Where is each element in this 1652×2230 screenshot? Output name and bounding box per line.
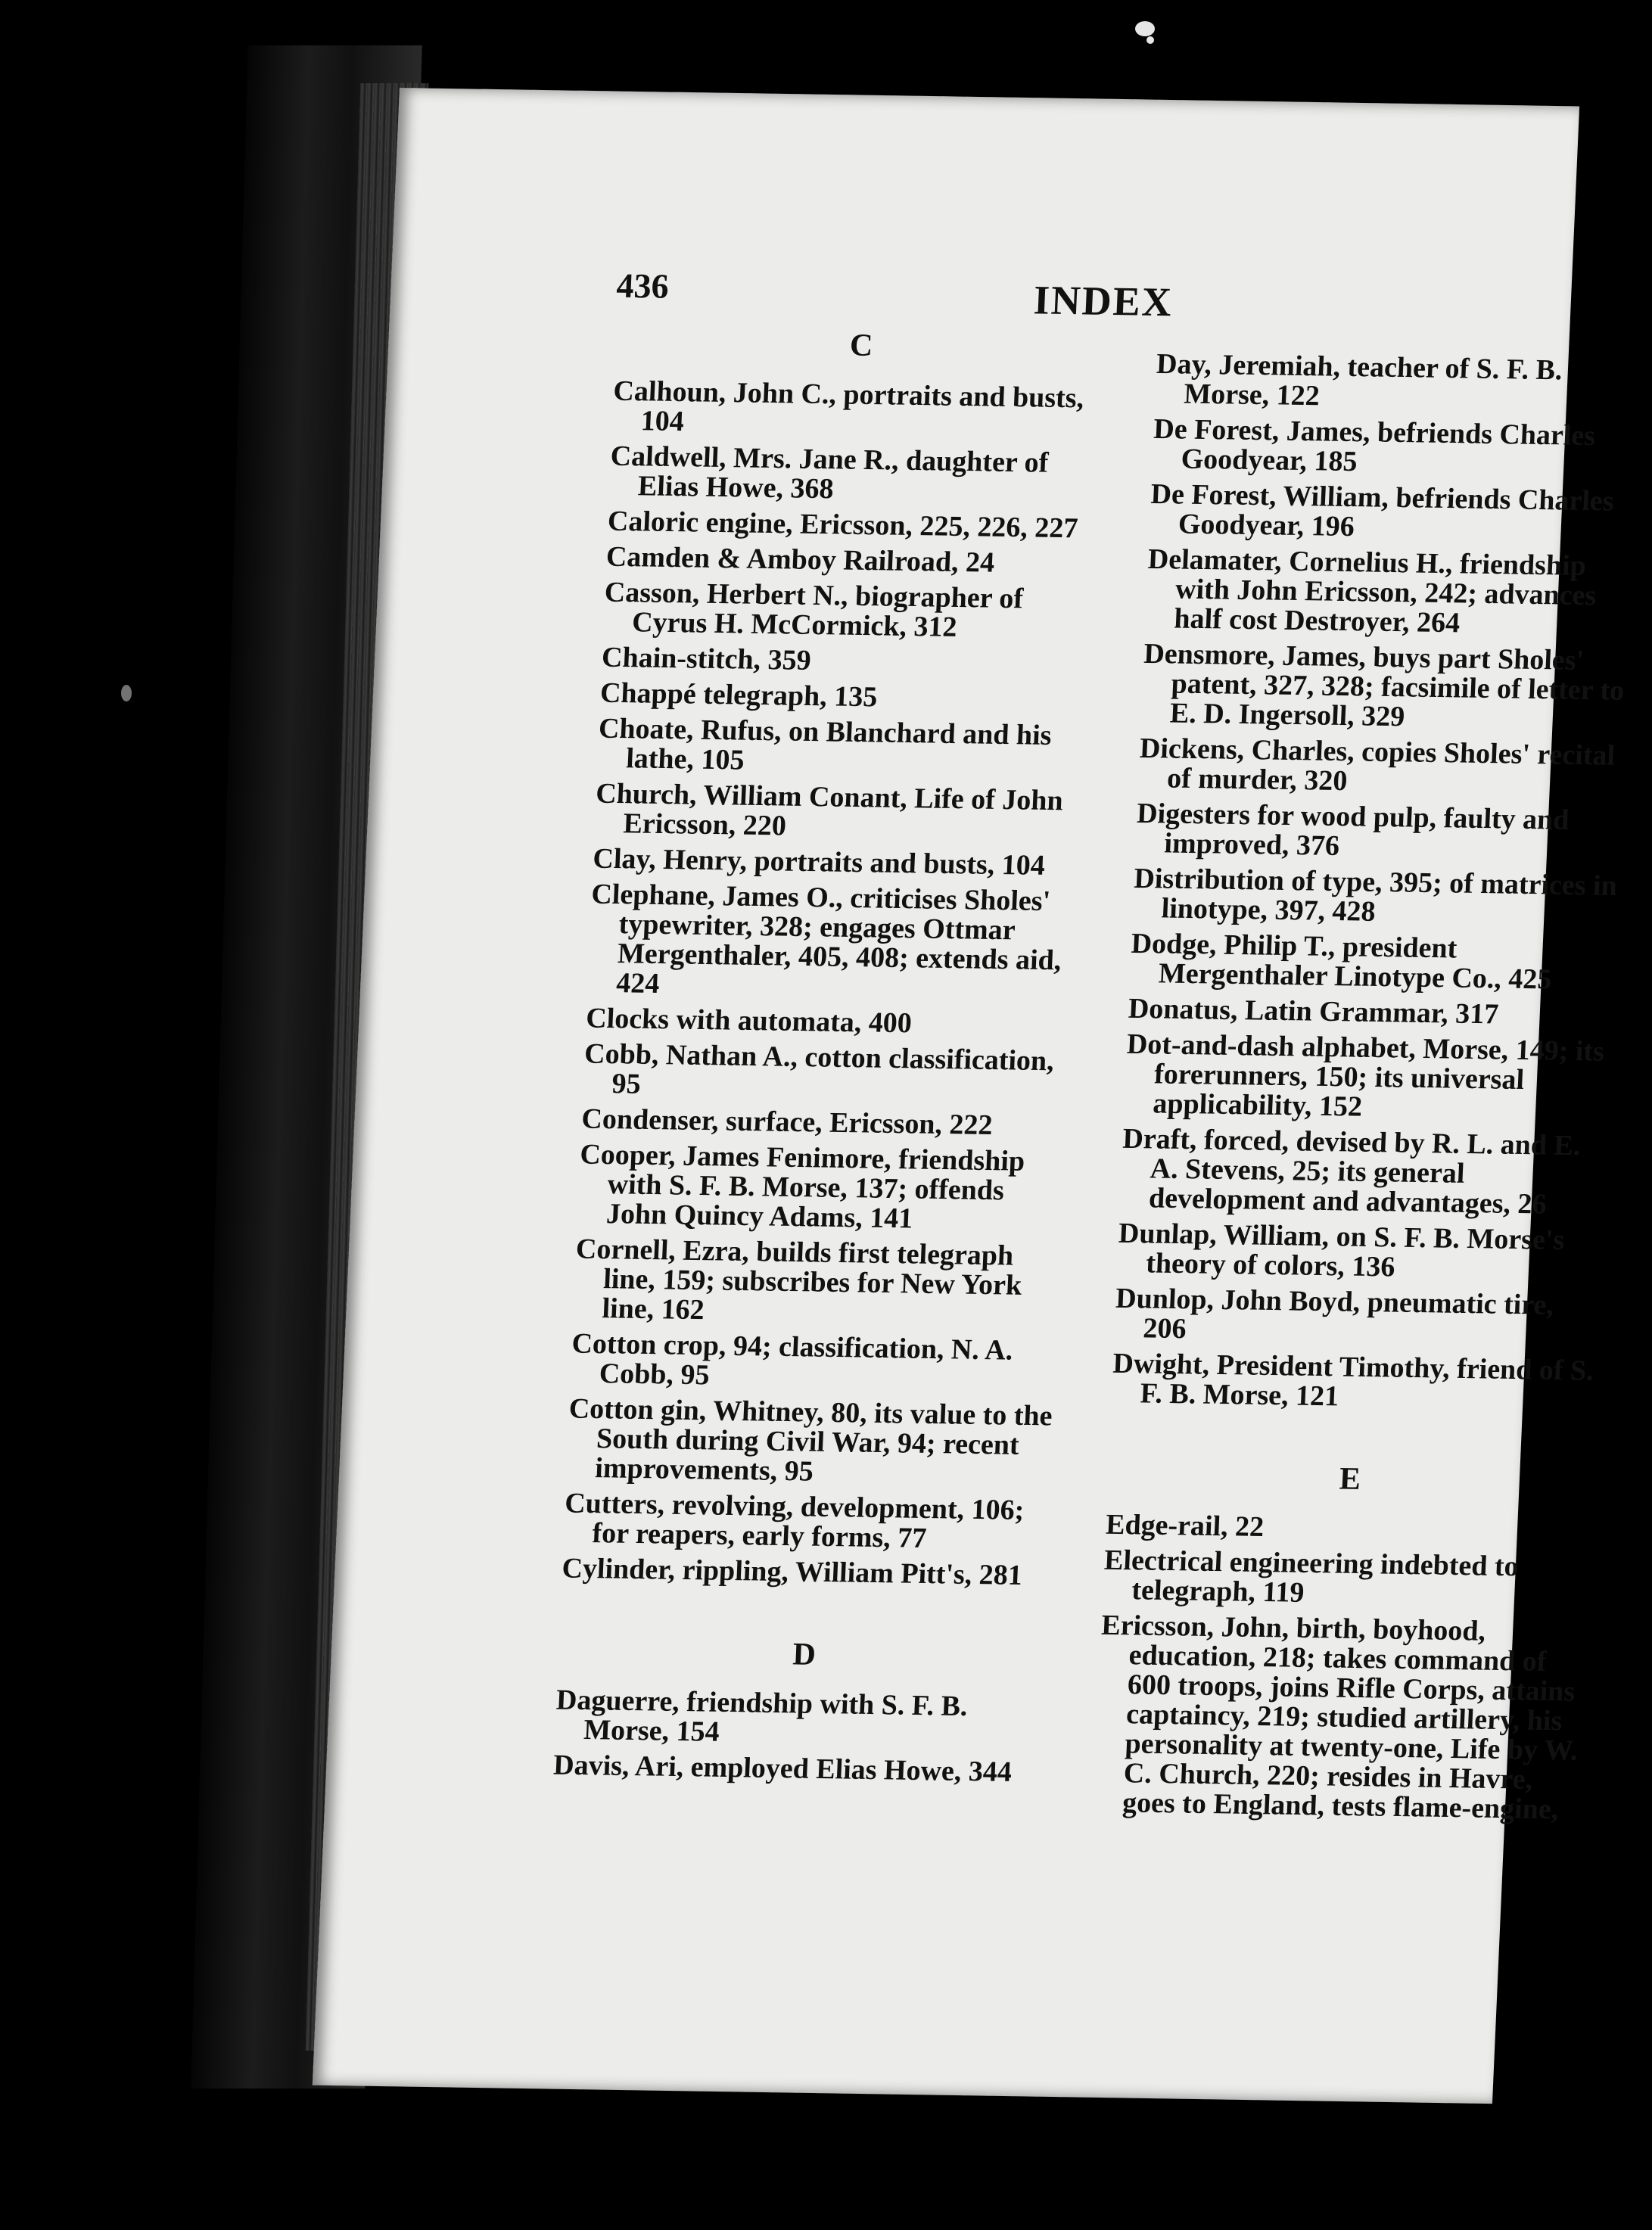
index-column-right <box>1093 347 1641 1831</box>
index-entry: Cotton crop, 94; classification, N. A. Cobb, 95 <box>571 1327 1014 1392</box>
index-entry: Condenser, surface, Ericsson, 222 <box>580 1103 994 1142</box>
dust-speck <box>1135 21 1155 36</box>
index-entry: De Forest, William, befriends Charles Goodyear, 196 <box>1150 477 1615 543</box>
index-entry: Casson, Herbert N., biographer of Cyrus H. McCormick, 312 <box>604 576 1024 643</box>
index-entry: Day, Jeremiah, teacher of S. F. B. Morse, 122 <box>1156 347 1563 412</box>
index-entry: Edge-rail, 22 <box>1105 1508 1265 1544</box>
section-letter-e: E <box>1338 1461 1361 1497</box>
index-entry: Church, William Conant, Life of John Ericsson, 220 <box>595 777 1064 842</box>
index-column-left <box>552 319 1108 1794</box>
index-entry: Camden & Amboy Railroad, 24 <box>605 540 996 579</box>
index-entry: De Forest, James, befriends Charles Goodyear, 185 <box>1153 412 1597 478</box>
index-entry: Dwight, President Timothy, friend of S. F. B. Morse, 121 <box>1112 1347 1594 1413</box>
index-entry: Dickens, Charles, copies Sholes' recital of murder, 320 <box>1139 732 1616 798</box>
index-entry: Donatus, Latin Grammar, 317 <box>1128 992 1500 1031</box>
index-entry: Chain-stitch, 359 <box>601 641 812 676</box>
index-entry: Cooper, James Fenimore, friendship with S. F. B. Morse, 137; offends John Quincy Adams, 141 <box>579 1138 1026 1235</box>
index-entry: Clay, Henry, portraits and busts, 104 <box>592 842 1046 882</box>
page-title: INDEX <box>1032 277 1174 325</box>
dust-speck <box>121 685 132 701</box>
index-entry: Ericsson, John, birth, boyhood, education, 218; takes command of 600 troops, joins Rifle Corps, attains captaincy, 219; studied artillery, his personality at twenty-one, Life by W. C. Church, 220; resides in Havre, goes to England, tests flame-engine, <box>1100 1609 1579 1826</box>
index-entry: Davis, Ari, employed Elias Howe, 344 <box>552 1749 1013 1788</box>
index-entry: Caloric engine, Ericsson, 225, 226, 227 <box>607 505 1079 545</box>
index-page <box>313 88 1626 2104</box>
index-entry: Cobb, Nathan A., cotton classification, 95 <box>583 1037 1055 1100</box>
section-letter-d: D <box>792 1637 817 1672</box>
index-entry: Draft, forced, devised by R. L. and E. A. Stevens, 25; its general development and advantages, 26 <box>1122 1122 1582 1221</box>
page-number: 436 <box>615 266 670 306</box>
index-entry: Daguerre, friendship with S. F. B. Morse, 154 <box>555 1684 969 1748</box>
index-entry: Distribution of type, 395; of matrices in linotype, 397, 428 <box>1133 862 1618 928</box>
section-letter-c: C <box>849 328 874 364</box>
index-entry: Dunlap, William, on S. F. B. Morse's theory of colors, 136 <box>1118 1217 1566 1283</box>
index-entry: Densmore, James, buys part Sholes' patent, 327, 328; facsimile of letter to E. D. Ingersoll, 329 <box>1143 637 1626 733</box>
index-entry: Caldwell, Mrs. Jane R., daughter of Elias Howe, 368 <box>609 440 1050 505</box>
index-entry: Choate, Rufus, on Blanchard and his lathe, 105 <box>598 712 1053 776</box>
index-entry: Clocks with automata, 400 <box>585 1002 913 1040</box>
index-entry: Cotton gin, Whitney, 80, its value to the South during Civil War, 94; recent improvements, 95 <box>568 1392 1053 1488</box>
index-entry: Cornell, Ezra, builds first telegraph line, 159; subscribes for New York line, 162 <box>575 1233 1023 1326</box>
index-entry: Dunlop, John Boyd, pneumatic tire, 206 <box>1115 1282 1554 1345</box>
index-entry: Dodge, Philip T., president Mergenthaler Linotype Co., 425 <box>1130 927 1553 996</box>
index-entry: Delamater, Cornelius H., friendship with John Ericsson, 242; advances half cost Destroyer, 264 <box>1147 543 1598 639</box>
index-entry: Calhoun, John C., portraits and busts, 104 <box>612 375 1085 438</box>
dust-speck <box>1146 36 1154 44</box>
index-entry: Cylinder, rippling, William Pitt's, 281 <box>561 1552 1023 1592</box>
index-entry: Electrical engineering indebted to telegraph, 119 <box>1103 1544 1520 1609</box>
index-entry: Dot-and-dash alphabet, Morse, 149; its forerunners, 150; its universal applicability, 152 <box>1126 1028 1605 1123</box>
index-entry: Cutters, revolving, development, 106; for reapers, early forms, 77 <box>564 1487 1025 1555</box>
index-entry: Clephane, James O., criticises Sholes' typewriter, 328; engages Ottmar Mergenthaler, 405, 408; extends aid, 424 <box>590 878 1062 1000</box>
index-entry: Chappé telegraph, 135 <box>599 676 879 714</box>
index-entry: Digesters for wood pulp, faulty and improved, 376 <box>1136 797 1570 863</box>
